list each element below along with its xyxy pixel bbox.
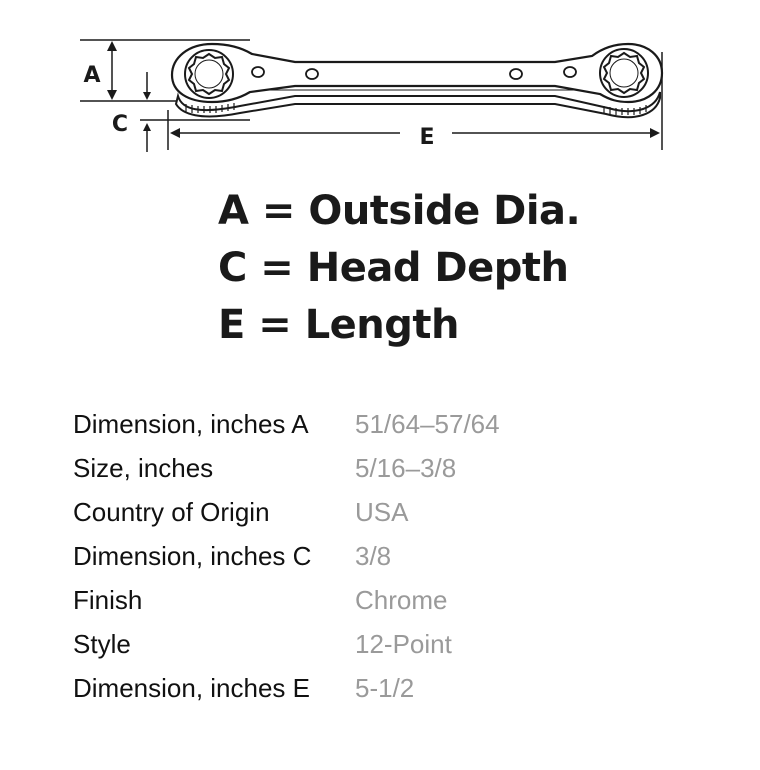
spec-row-dimension-e bbox=[73, 666, 713, 710]
a-arrow-top bbox=[107, 41, 117, 51]
spec-label: Size, inches bbox=[73, 452, 214, 483]
spec-label: Dimension, inches E bbox=[73, 672, 310, 703]
dimension-legend bbox=[218, 183, 580, 354]
a-arrow-bottom bbox=[107, 90, 117, 100]
wrench-dimension-diagram bbox=[0, 0, 760, 175]
spec-row-dimension-a bbox=[73, 402, 713, 446]
wrench-side-profile bbox=[176, 92, 660, 117]
c-arrow-down-head bbox=[143, 92, 151, 100]
legend-c: C = Head Depth bbox=[218, 245, 569, 291]
spec-value: 3/8 bbox=[355, 540, 392, 571]
spec-row-style bbox=[73, 622, 713, 666]
handle-hole-3 bbox=[510, 69, 522, 79]
c-arrow-up-head bbox=[143, 123, 151, 131]
legend-e: E = Length bbox=[218, 302, 460, 348]
spec-label: Country of Origin bbox=[73, 496, 270, 527]
spec-label: Dimension, inches A bbox=[73, 408, 309, 439]
spec-label: Finish bbox=[73, 584, 143, 615]
spec-value: 12-Point bbox=[355, 628, 452, 659]
spec-row-dimension-c bbox=[73, 534, 713, 578]
e-arrow-right bbox=[650, 128, 660, 138]
spec-label: Style bbox=[73, 628, 131, 659]
spec-label: Dimension, inches C bbox=[73, 540, 312, 571]
spec-row-size bbox=[73, 446, 713, 490]
spec-value: 51/64–57/64 bbox=[355, 408, 500, 439]
dimension-label-c: C bbox=[111, 112, 129, 137]
ratcheting-wrench-illustration bbox=[172, 44, 662, 117]
handle-hole-1 bbox=[252, 67, 264, 77]
handle-hole-4 bbox=[564, 67, 576, 77]
spec-value: 5-1/2 bbox=[355, 672, 415, 703]
e-arrow-left bbox=[170, 128, 180, 138]
legend-a: A = Outside Dia. bbox=[218, 188, 581, 234]
spec-value: Chrome bbox=[355, 584, 448, 615]
spec-value: 5/16–3/8 bbox=[355, 452, 457, 483]
handle-hole-2 bbox=[306, 69, 318, 79]
wrench-top-outline bbox=[172, 44, 662, 102]
dimension-label-a: A bbox=[83, 63, 101, 88]
dimension-label-e: E bbox=[419, 125, 435, 150]
spec-row-finish bbox=[73, 578, 713, 622]
spec-row-country-of-origin bbox=[73, 490, 713, 534]
spec-value: USA bbox=[355, 496, 409, 527]
specifications-table bbox=[73, 402, 713, 710]
